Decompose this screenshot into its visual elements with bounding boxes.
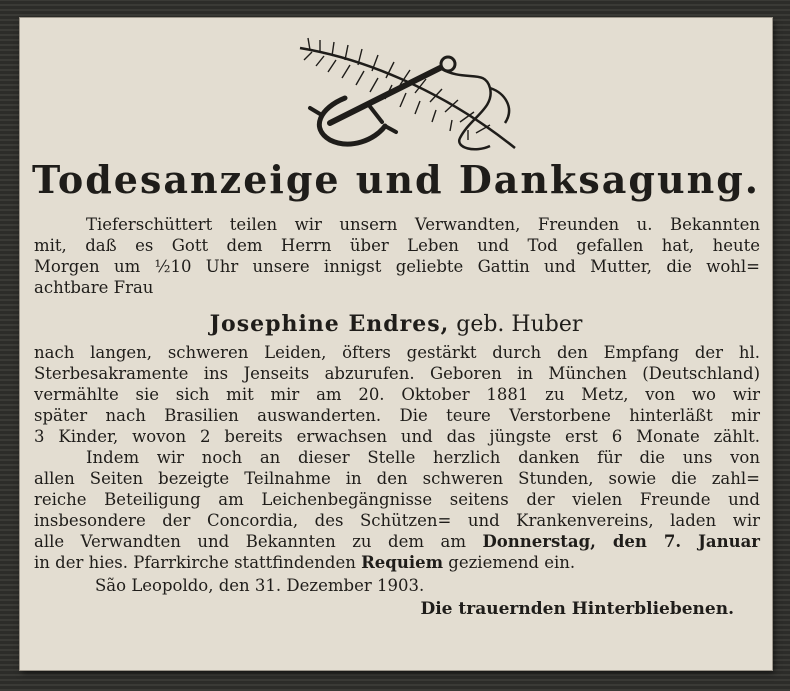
requiem-word: Requiem: [361, 553, 444, 572]
intro-line-2: mit, daß es Gott dem Herrn über Leben und Tod gefallen hat, heute: [34, 236, 760, 255]
thanks-line-1: Indem wir noch an dieser Stelle herzlich danken für die uns von: [86, 448, 760, 467]
body-line-5: 3 Kinder, wovon 2 bereits erwachsen und das jüngste erst 6 Monate zählt.: [34, 427, 760, 446]
invite-line-text: alle Verwandten und Bekannten zu dem am: [34, 532, 483, 551]
requiem-line-text: in der hies. Pfarrkirche stattfindenden: [34, 553, 362, 572]
deceased-name-suffix: geb. Huber: [449, 312, 583, 337]
anchor-and-palm-frond-icon: [290, 28, 530, 158]
deceased-name-main: Josephine Endres,: [209, 311, 450, 337]
deceased-name: [20, 310, 772, 339]
place-and-date: São Leopoldo, den 31. Dezember 1903.: [95, 576, 425, 595]
page-title: Todesanzeige und Danksagung.: [31, 157, 761, 202]
intro-line-4: achtbare Frau: [34, 278, 154, 297]
body-line-4: später nach Brasilien auswanderten. Die teure Verstorbene hinterläßt mir: [34, 406, 760, 425]
body-line-1: nach langen, schweren Leiden, öfters gestärkt durch den Empfang der hl.: [34, 343, 760, 362]
requiem-line: [34, 552, 760, 574]
thanks-line-2: allen Seiten bezeigte Teilnahme in den schweren Stunden, sowie die zahl=: [34, 469, 760, 488]
invite-line-date: Donnerstag, den 7. Januar: [482, 532, 760, 551]
signature: Die trauernden Hinterbliebenen.: [420, 599, 734, 619]
intro-line-1: Tieferschüttert teilen wir unsern Verwandten, Freunden u. Bekannten: [86, 215, 760, 234]
invite-line: [34, 531, 760, 553]
body-line-3: vermählte sie sich mit mir am 20. Oktober 1881 zu Metz, von wo wir: [34, 385, 760, 404]
newspaper-clipping: [20, 18, 772, 670]
thanks-line-4: insbesondere der Concordia, des Schützen= und Krankenvereins, laden wir: [34, 511, 760, 530]
body-line-2: Sterbesakramente ins Jenseits abzurufen. Geboren in München (Deutschland): [34, 364, 760, 383]
thanks-line-3: reiche Beteiligung am Leichenbegängnisse seitens der vielen Freunde und: [34, 490, 760, 509]
intro-line-3: Morgen um ½10 Uhr unsere innigst geliebte Gattin und Mutter, die wohl=: [34, 257, 760, 276]
requiem-line-end: geziemend ein.: [443, 553, 576, 572]
